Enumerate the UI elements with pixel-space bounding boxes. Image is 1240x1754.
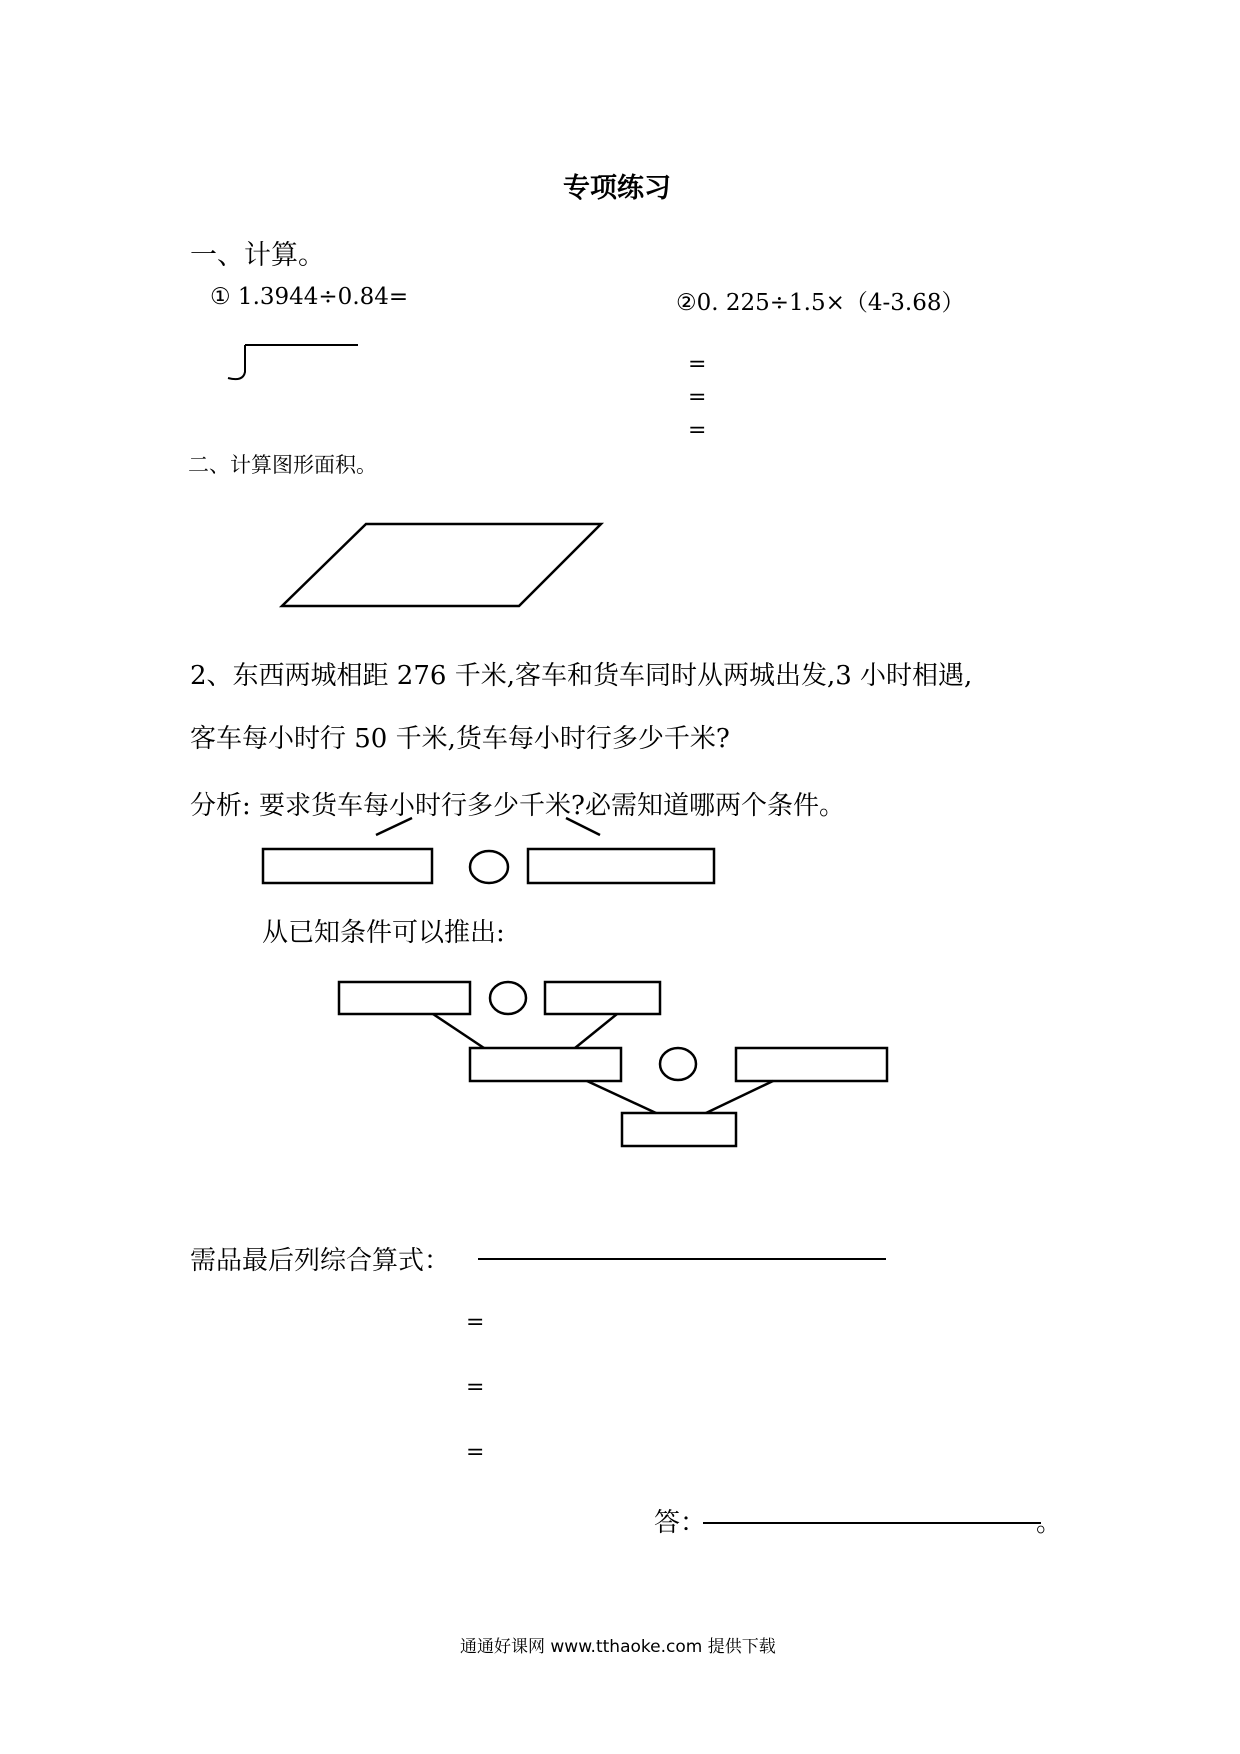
problem-1-expression: ① 1.3944÷0.84= [210, 284, 409, 310]
long-division-bracket [228, 345, 245, 379]
derive-box-middle-left [470, 1048, 621, 1081]
derive-connector-2 [575, 1014, 617, 1048]
derive-connector-4 [706, 1081, 773, 1113]
derive-box-top-right [545, 982, 660, 1014]
condition-box-1 [263, 849, 432, 883]
derive-text: 从已知条件可以推出: [262, 918, 505, 948]
page-title: 专项练习 [563, 173, 671, 204]
analysis-connector-right [566, 818, 600, 835]
derive-connector-3 [587, 1081, 656, 1113]
analysis-connector-left [376, 818, 412, 835]
derive-circle-middle [660, 1048, 696, 1080]
derive-box-bottom [622, 1113, 736, 1146]
answer-label: 答： [654, 1508, 707, 1538]
analysis-text: 分析: 要求货车每小时行多少千米?必需知道哪两个条件。 [190, 791, 845, 821]
derive-box-middle-right [736, 1048, 887, 1081]
formula-equals-3: = [466, 1440, 485, 1465]
answer-period: 。 [1036, 1508, 1063, 1538]
problem-2-expression: ②0. 225÷1.5×（4-3.68） [676, 290, 965, 316]
word-problem-line-2: 客车每小时行 50 千米,货车每小时行多少千米? [190, 724, 730, 754]
problem-2-equals-1: = [688, 352, 707, 377]
formula-label: 需品最后列综合算式： [190, 1246, 451, 1276]
derive-circle-top [490, 982, 526, 1014]
derive-box-top-left [339, 982, 470, 1014]
condition-box-2 [528, 849, 714, 883]
derive-connector-1 [433, 1014, 484, 1048]
word-problem-line-1: 2、东西两城相距 276 千米,客车和货车同时从两城出发,3 小时相遇, [190, 661, 973, 691]
section1-heading: 一、计算。 [190, 240, 325, 271]
problem-2-equals-2: = [688, 385, 707, 410]
operator-circle-1 [470, 851, 508, 883]
formula-equals-1: = [466, 1310, 485, 1335]
formula-equals-2: = [466, 1375, 485, 1400]
footer-text: 通通好课网 www.tthaoke.com 提供下载 [460, 1637, 776, 1657]
section2-heading: 二、计算图形面积。 [188, 453, 377, 477]
problem-2-equals-3: = [688, 418, 707, 443]
parallelogram-shape [282, 524, 601, 606]
